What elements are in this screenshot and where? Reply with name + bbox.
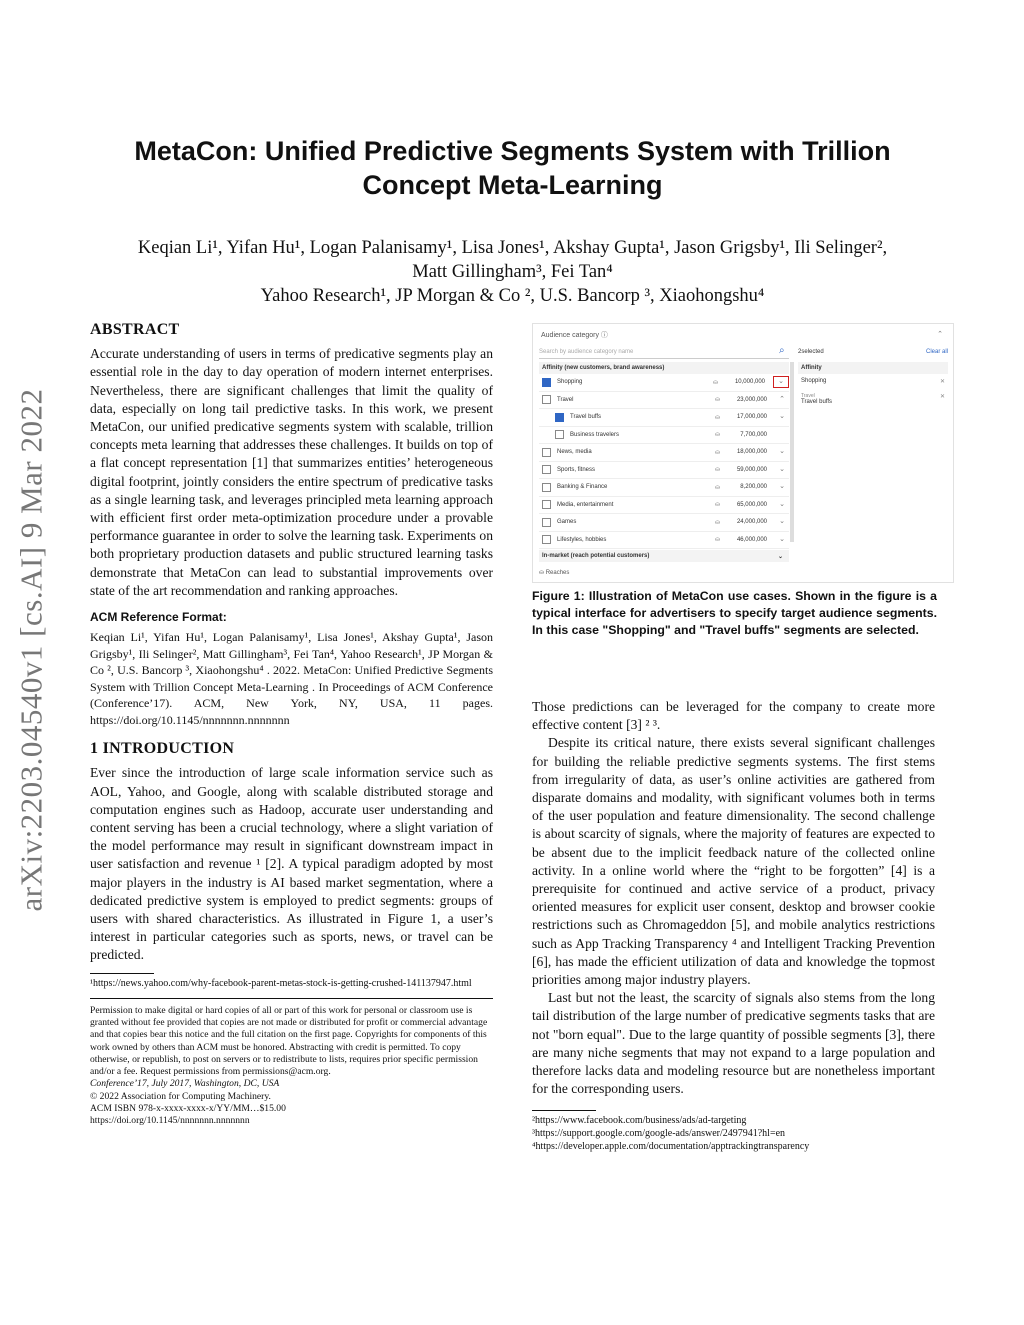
audience-icon: ⛀ (715, 414, 721, 421)
right-paragraph-1: Those predictions can be leveraged for the company to create more effective content [3] ² ³. (532, 699, 935, 733)
audience-icon: ⛀ (715, 502, 721, 509)
category-row[interactable] (539, 392, 789, 410)
remove-icon[interactable]: ✕ (939, 394, 945, 400)
chevron-icon[interactable]: ⌄ (773, 376, 789, 388)
arxiv-stamp-text: arXiv:2203.04540v1 [cs.AI] 9 Mar 2022 (14, 388, 49, 912)
search-icon[interactable]: ⌕ (779, 345, 785, 356)
abstract-text: Accurate understanding of users in terms of predicative segments play an essential role in the day to day operation of modern internet enterprises. Nevertheless, there are significant challenges that limit the quality of data, especially on long tail predictive tasks. In this work, we present MetaCon, our unified predicative segments system with scalable, trillion concepts meta learning that addresses these challenges. It builds on top of a flat concept representation [1] that summarizes entities’ heterogeneous digital footprint, jointly considers the entire spectrum of predicative tasks as a single learning task, and leverages principled meta learning approach with efficient first order meta-optimization procedure under a provable performance guarantee in order to solve the learning task. Experiments on both proprietary production datasets and public structured learning tasks demonstrate that MetaCon can lead to substantial improvements over state of the art recommendation and ranking approaches. (90, 346, 493, 598)
audience-icon: ⛀ (713, 379, 719, 386)
conference-line: Conference’17, July 2017, Washington, DC, USA (90, 1078, 280, 1090)
abstract-heading: ABSTRACT (90, 321, 180, 338)
category-label: News, media (557, 449, 592, 456)
category-checkbox[interactable] (542, 448, 551, 457)
people-icon: ⛀ (539, 570, 546, 576)
category-row[interactable] (539, 532, 789, 550)
category-size: 46,000,000 (736, 536, 767, 543)
chevron-icon[interactable]: ⌄ (779, 500, 785, 508)
audience-icon: ⛀ (715, 537, 721, 544)
category-list (539, 362, 789, 549)
remove-icon[interactable]: ✕ (939, 379, 945, 385)
footnote-2: ²https://www.facebook.com/business/ads/ad-targeting (532, 1115, 747, 1127)
figure-1-caption: Figure 1: Illustration of MetaCon use cases. Shown in the figure is a typical interface for advertisers to specify target audience segments. In this case "Shopping" and "Travel buffs" segments are selected. (532, 589, 937, 638)
selected-item (798, 389, 948, 409)
category-size: 18,000,000 (736, 449, 767, 456)
category-checkbox[interactable] (542, 500, 551, 509)
audience-icon: ⛀ (715, 484, 721, 491)
list-scrollbar[interactable] (790, 362, 794, 542)
copyright-line: © 2022 Association for Computing Machinery. (90, 1090, 271, 1102)
arxiv-stamp (12, 360, 52, 940)
category-label: Banking & Finance (557, 484, 608, 491)
acm-ref-heading: ACM Reference Format: (90, 610, 227, 625)
chevron-icon[interactable]: ⌄ (779, 535, 785, 543)
affinity-section-header: Affinity (new customers, brand awareness) (539, 362, 789, 374)
category-size: 10,000,000 (734, 379, 765, 386)
category-size: 59,000,000 (736, 466, 767, 473)
category-size: 7,700,000 (740, 431, 767, 438)
category-size: 23,000,000 (736, 396, 767, 403)
audience-icon: ⛀ (715, 397, 721, 404)
category-label: Lifestyles, hobbies (557, 536, 607, 543)
category-checkbox[interactable] (542, 465, 551, 474)
authors-block (120, 236, 905, 308)
chevron-icon[interactable]: ⌄ (779, 413, 785, 421)
author-affiliations: Yahoo Research¹, JP Morgan & Co ², U.S. Bancorp ³, Xiaohongshu⁴ (260, 286, 765, 306)
selected-pane (798, 346, 948, 409)
category-label: Shopping (557, 379, 583, 386)
category-checkbox[interactable] (542, 483, 551, 492)
category-row[interactable] (539, 374, 789, 392)
clear-all-link[interactable]: Clear all (925, 349, 948, 355)
chevron-icon[interactable] (775, 430, 789, 440)
inmarket-section (539, 550, 789, 562)
reaches-text: Reaches (545, 570, 570, 576)
chevron-icon[interactable]: ⌄ (779, 448, 785, 456)
left-column (90, 321, 493, 1128)
category-label: Travel (557, 396, 574, 403)
category-checkbox[interactable] (542, 395, 551, 404)
category-checkbox[interactable] (542, 378, 551, 387)
doi-line: https://doi.org/10.1145/nnnnnnn.nnnnnnn (90, 1115, 250, 1127)
category-size: 17,000,000 (736, 414, 767, 421)
audience-category-header: Audience category ⓘ (541, 332, 608, 339)
selected-label: Travel buffs (801, 399, 833, 405)
isbn-line: ACM ISBN 978-x-xxxx-xxxx-x/YY/MM…$15.00 (90, 1103, 286, 1115)
category-row[interactable] (539, 444, 789, 462)
permission-block (90, 1005, 493, 1128)
category-row[interactable] (539, 462, 789, 480)
category-row[interactable] (539, 409, 789, 427)
category-row[interactable] (539, 514, 789, 532)
category-search-input[interactable] (539, 346, 789, 359)
audience-icon: ⛀ (715, 519, 721, 526)
permission-rule (90, 998, 493, 999)
figure-1-screenshot (532, 323, 954, 583)
category-checkbox[interactable] (542, 518, 551, 527)
author-names: Keqian Li¹, Yifan Hu¹, Logan Palanisamy¹, Lisa Jones¹, Akshay Gupta¹, Jason Grigsby¹, Ili Selinger², Matt Gillingham³, Fei Tan⁴ (137, 238, 888, 282)
search-placeholder: Search by audience category name (539, 349, 634, 355)
selected-count: 2selected (798, 349, 824, 355)
footnote-1: ¹https://news.yahoo.com/why-facebook-parent-metas-stock-is-getting-crushed-141137947.html (90, 977, 472, 989)
footnote-4: ⁴https://developer.apple.com/documentation/apptrackingtransparency (532, 1141, 810, 1153)
audience-icon: ⛀ (715, 467, 721, 474)
footnote-3: ³https://support.google.com/google-ads/answer/2497941?hl=en (532, 1128, 786, 1140)
category-row[interactable] (539, 479, 789, 497)
category-checkbox[interactable] (555, 430, 564, 439)
acm-ref-text: Keqian Li¹, Yifan Hu¹, Logan Palanisamy¹, Lisa Jones¹, Akshay Gupta¹, Jason Grigsby¹, Ili Selinger², Matt Gillingham³, Fei Tan⁴, Yahoo Research¹, JP Morgan & Co ², U.S. Bancorp ³, Xiaohongshu⁴ . 2022. MetaCon: Unified Predictive Segments System with Trillion Concept Meta-Learning . In Proceedings of ACM Conference (Conference’17). ACM, New York, NY, USA, 11 pages. https://doi.org/10.1145/nnnnnnn.nnnnnnn (90, 630, 493, 727)
inmarket-section-label: In-market (reach potential customers) (542, 553, 650, 559)
expand-icon[interactable]: ⌄ (777, 553, 783, 560)
footnote-rule (90, 973, 154, 974)
chevron-icon[interactable]: ⌄ (779, 483, 785, 491)
selected-label: Shopping (801, 378, 827, 384)
category-size: 24,000,000 (736, 519, 767, 526)
right-paragraph-2: Despite its critical nature, there exists several significant challenges for building the reliable predictive segments systems. The first stems from irregularity of data, as user’s online activities are gathered from disparate domains and modality, with significant volumes both in terms of the user population and feature dimensionality. The second challenge is about scarcity of signals, where the majority of features are expected to be absent due to the implicit feedback nature of the collected online activity. In a online world where the “right to be forgotten” [4] is a prerequisite for continued and active service of a product, privacy oriented measures for explicit user consent, desktop and browser cookie restrictions such as Chromageddon [5], and mobile analytics restrictions such as App Tracking Transparency ⁴ and Intelligent Tracking Prevention [6], has made the efficient utilization of data and knowledge the topmost priorities among major industry players. (532, 735, 935, 988)
category-size: 8,200,000 (740, 484, 767, 491)
permission-text: Permission to make digital or hard copies of all or part of this work for personal or classroom use is granted without fee provided that copies are not made or distributed for profit or commercial advantage and that copies bear this notice and the full citation on the first page. Copyrights for components of this work owned by others than ACM must be honored. Abstracting with credit is permitted. To copy otherwise, or republish, to post on servers or to redistribute to lists, requires prior specific permission and/or a fee. Request permissions from permissions@acm.org. (90, 1004, 488, 1078)
right-column (532, 698, 935, 1153)
category-checkbox[interactable] (542, 535, 551, 544)
intro-heading: 1 INTRODUCTION (90, 740, 235, 758)
chevron-icon[interactable]: ⌃ (779, 395, 785, 403)
category-label: Travel buffs (570, 414, 602, 421)
category-row[interactable] (539, 497, 789, 515)
category-label: Games (557, 519, 577, 526)
intro-text: Ever since the introduction of large scale information service such as AOL, Yahoo, and Google, along with scalable distributed storage and computation engines such as Hadoop, accurate user understanding and content serving has been a crucial technology, where a slight variation of the model performance may result in significant downstream impact in user satisfaction and revenue ¹ [2]. A typical paradigm adopted by most major players in the industry is AI based market segmentation, where a dedicated predictive system is employed to predict segments: groups of users with shared characteristics. As illustrated in Figure 1, a user’s interest in particular categories such as sports, news, or travel can be predicted. (90, 765, 493, 963)
paper-title: MetaCon: Unified Predictive Segments System with Trillion Concept Meta-Learning (134, 136, 891, 200)
footnote-rule-right (532, 1110, 596, 1111)
selected-parent: Travel (801, 393, 815, 399)
category-checkbox[interactable] (555, 413, 564, 422)
category-row[interactable] (539, 427, 789, 445)
category-label: Business travelers (570, 431, 620, 438)
chevron-icon[interactable]: ⌄ (779, 465, 785, 473)
right-paragraph-3: Last but not the least, the scarcity of signals also stems from the long tail distribution of the large number of predicative segments tasks that are not "born equal". Due to the large quantity of possible segments [3], there are many niche segments that may not expand to a large population and therefore lacks data and modeling resource but are nonetheless important for the corresponding users. (532, 990, 935, 1097)
selected-section-header: Affinity (798, 362, 948, 374)
category-size: 65,000,000 (736, 501, 767, 508)
audience-icon: ⛀ (715, 432, 721, 439)
audience-icon: ⛀ (715, 449, 721, 456)
category-label: Sports, fitness (557, 466, 596, 473)
reaches-label (539, 569, 569, 576)
category-label: Media, entertainment (557, 501, 614, 508)
chevron-icon[interactable]: ⌄ (779, 518, 785, 526)
collapse-icon[interactable]: ⌃ (937, 331, 943, 338)
selected-item (798, 374, 948, 389)
